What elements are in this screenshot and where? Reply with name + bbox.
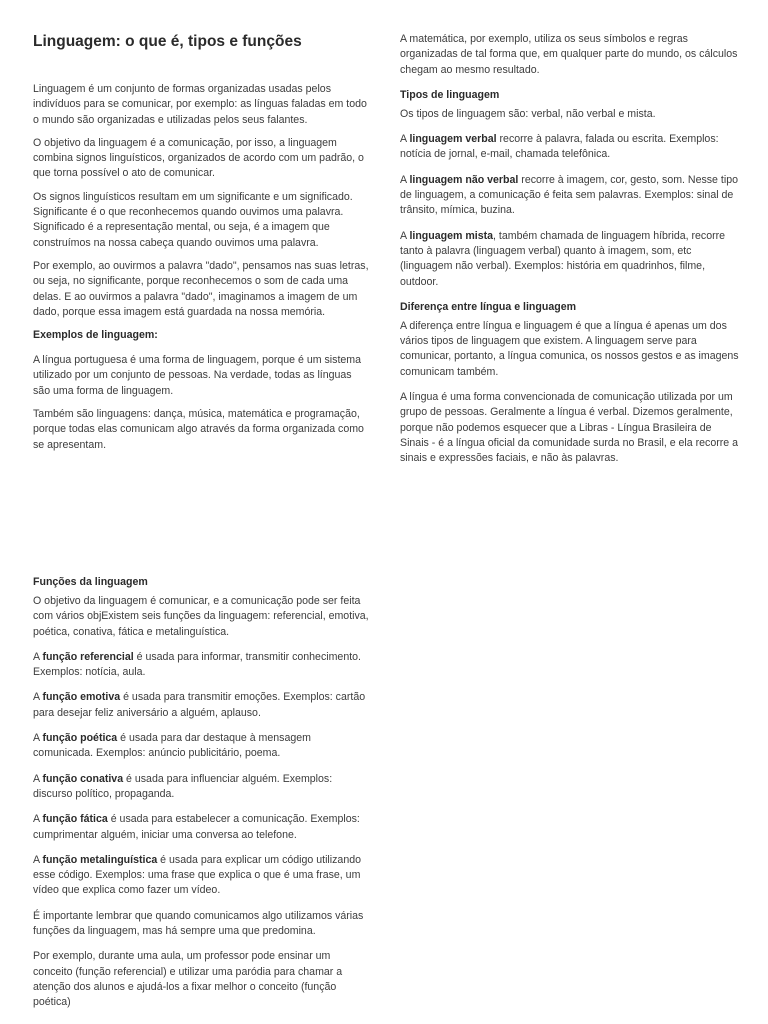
funcoes-section (33, 575, 371, 1019)
text-rest: é usada para dar destaque à mensagem comunicada. Exemplos: anúncio publicitário, poema. (33, 732, 311, 760)
text-prefix: A (33, 772, 43, 785)
term-funcao-metalinguistica: função metalinguística (42, 853, 158, 866)
term-linguagem-nao-verbal: linguagem não verbal (409, 173, 519, 186)
paragraph-funcao-referencial (33, 650, 371, 681)
paragraph-funcoes-intro: O objetivo da linguagem é comunicar, e a comunicação pode ser feita com vários objExistem seis funções da linguagem: referencial, emotiva, poética, conativa, fática e metalinguística. (33, 595, 369, 638)
paragraph-exemplo-aula: Por exemplo, durante uma aula, um professor pode ensinar um conceito (função referencial) e utilizar uma paródia para chamar a atenção dos alunos e ajudá-los a fixar melhor o conceito (função poética) (33, 950, 343, 1009)
heading-exemplos: Exemplos de linguagem: (33, 329, 158, 342)
paragraph-linguagem-verbal (400, 132, 740, 163)
term-funcao-fatica: função fática (42, 813, 108, 826)
paragraph-diferenca-1: A diferença entre língua e linguagem é que a língua é apenas um dos vários tipos de linguagem que existem. A linguagem serve para comunicar, portanto, a língua comunica, os nossos gestos e as imagens comunicam também. (400, 319, 739, 378)
paragraph-tambem-linguagens: Também são linguagens: dança, música, matemática e programação, porque todas elas comunicam algo através da forma organizada como se apresentam. (33, 408, 364, 451)
paragraph-diferenca-2: A língua é uma forma convencionada de comunicação utilizada por um grupo de pessoas. Geralmente a língua é verbal. Dizemos geralmente, porque não podemos esquecer que a Libras - Língua Brasileira de Sinais - é a língua oficial da comunidade surda no Brasil, e ela recorre a sinais e expressões faciais, e não às palavras. (400, 391, 739, 465)
text-rest: é usada para estabelecer a comunicação. Exemplos: cumprimentar alguém, iniciar uma conversa ao telefone. (33, 813, 360, 841)
paragraph-linguagem-mista (400, 229, 740, 290)
text-rest: recorre à palavra, falada ou escrita. Exemplos: notícia de jornal, e-mail, chamada telefônica. (400, 133, 719, 161)
text-prefix: A (33, 813, 43, 826)
paragraph-tipos-intro: Os tipos de linguagem são: verbal, não verbal e mista. (400, 107, 656, 120)
text-prefix: A (400, 229, 410, 242)
paragraph-definicao: Linguagem é um conjunto de formas organizadas usadas pelos indivíduos para se comunicar, por exemplo: as línguas faladas em todo o mundo são organizadas e utilizadas pelos seus falantes. (33, 83, 367, 126)
paragraph-matematica: A matemática, por exemplo, utiliza os seus símbolos e regras organizadas de tal forma que, em qualquer parte do mundo, os cálculos chegam ao mesmo resultado. (400, 33, 738, 76)
left-column-top (33, 33, 371, 461)
term-linguagem-mista: linguagem mista (409, 229, 494, 242)
paragraph-funcao-fatica (33, 812, 371, 843)
heading-tipos: Tipos de linguagem (400, 88, 500, 101)
paragraph-funcao-conativa (33, 772, 371, 803)
paragraph-exemplo-dado: Por exemplo, ao ouvirmos a palavra "dado", pensamos nas suas letras, ou seja, no significante, porque reconhecemos o som de cada uma delas. E ao ouvirmos a palavra "dado", imaginamos a imagem de um dado, porque essa imagem está guardada na nossa memória. (33, 259, 369, 318)
right-column-top (400, 32, 740, 475)
text-prefix: A (33, 853, 43, 866)
text-rest: recorre à imagem, cor, gesto, som. Nesse tipo de linguagem, a comunicação é feita sem palavras. Exemplos: sinal de trânsito, mímica, buzina. (400, 173, 738, 217)
paragraph-importante-lembrar: É importante lembrar que quando comunicamos algo utilizamos várias funções da linguagem, mas há sempre uma que predomina. (33, 909, 364, 938)
text-prefix: A (33, 691, 43, 704)
text-rest: é usada para transmitir emoções. Exemplos: cartão para desejar feliz aniversário a alguém, aplauso. (33, 691, 366, 719)
text-rest: é usada para explicar um código utilizando esse código. Exemplos: uma frase que explica o que é uma frase, um vídeo que explica como fazer um vídeo. (33, 853, 361, 897)
text-rest: é usada para influenciar alguém. Exemplos: discurso político, propaganda. (33, 772, 333, 800)
text-rest: é usada para informar, transmitir conhecimento. Exemplos: notícia, aula. (33, 650, 361, 679)
heading-funcoes: Funções da linguagem (33, 576, 148, 588)
text-prefix: A (33, 650, 43, 663)
heading-diferenca: Diferença entre língua e linguagem (400, 300, 577, 313)
paragraph-lingua-portuguesa: A língua portuguesa é uma forma de linguagem, porque é um sistema utilizado por um conjunto de pessoas. Na verdade, todas as línguas são uma forma de linguagem. (33, 354, 362, 397)
term-funcao-poetica: função poética (42, 732, 118, 745)
paragraph-objetivo: O objetivo da linguagem é a comunicação, por isso, a linguagem combina signos linguísticos, organizados de acordo com um padrão, o que torna possível o ato de comunicar. (33, 136, 364, 180)
term-funcao-referencial: função referencial (42, 650, 134, 663)
text-prefix: A (400, 133, 410, 146)
paragraph-funcao-poetica (33, 731, 371, 762)
paragraph-funcao-metalinguistica (33, 853, 371, 899)
term-funcao-conativa: função conativa (42, 772, 124, 785)
paragraph-funcao-emotiva (33, 690, 371, 721)
paragraph-linguagem-nao-verbal (400, 173, 740, 219)
text-prefix: A (33, 732, 43, 745)
term-funcao-emotiva: função emotiva (42, 691, 121, 704)
term-linguagem-verbal: linguagem verbal (409, 133, 497, 146)
page-title: Linguagem: o que é, tipos e funções (33, 33, 302, 50)
paragraph-signos: Os signos linguísticos resultam em um significante e um significado. Significante é o que reconhecemos quando ouvimos uma palavra. Significado é a representação mental, ou seja, é a imagem que construímos na nossa cabeça quando ouvimos uma palavra. (33, 190, 353, 249)
text-rest: , também chamada de linguagem híbrida, recorre tanto à palavra (linguagem verbal) quanto à imagem, som, etc (linguagem não verbal). Exemplos: história em quadrinhos, filme, outdoor. (400, 229, 726, 288)
text-prefix: A (400, 173, 410, 186)
